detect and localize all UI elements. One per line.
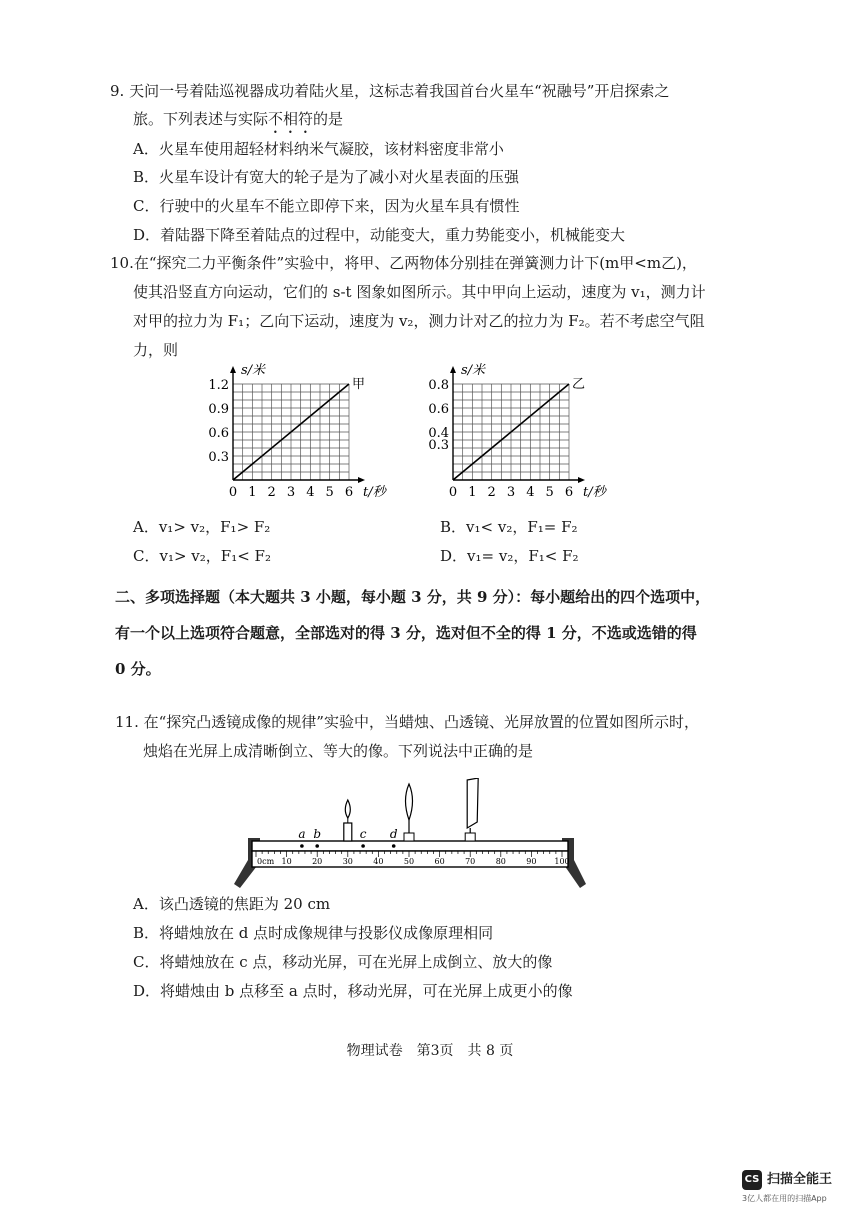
q9-stem-pre: 旅。下列表述与实际 <box>133 110 269 128</box>
yi-x-tick-label: 4 <box>526 485 535 500</box>
jia-x-tick-label: 5 <box>325 485 334 500</box>
bench-point-label: a <box>298 827 306 841</box>
q11-option-a: A．该凸透镜的焦距为 20 cm <box>133 895 331 913</box>
light-screen <box>467 778 478 828</box>
q10-stem-line3: 对甲的拉力为 F₁；乙向下运动，速度为 v₂，测力计对乙的拉力为 F₂。若不考虑空气阻 <box>133 312 705 330</box>
q10-stem-line1: 10.在“探究二力平衡条件”实验中，将甲、乙两物体分别挂在弹簧测力计下(m甲<m乙)， <box>110 254 697 272</box>
jia-y-tick-label: 0.6 <box>208 426 229 441</box>
jia-series-label: 甲 <box>352 377 366 392</box>
q9-option-d: D．着陆器下降至着陆点的过程中，动能变大，重力势能变小，机械能变大 <box>133 226 626 244</box>
jia-y-tick-label: 0.3 <box>208 450 229 465</box>
st-chart-yi <box>415 352 615 502</box>
q9-emphasis: 不相符 <box>268 110 314 128</box>
q11-option-c: C．将蜡烛放在 c 点，移动光屏，可在光屏上成倒立、放大的像 <box>133 953 553 971</box>
yi-x-tick-label: 0 <box>448 485 458 500</box>
yi-y-tick-label: 0.3 <box>428 438 449 453</box>
yi-x-tick-label: 5 <box>545 485 554 500</box>
bench-tick-label: 90 <box>526 857 537 866</box>
q10-stem-line2: 使其沿竖直方向运动，它们的 s-t 图象如图所示。其中甲向上运动，速度为 v₁，测力计 <box>133 283 706 301</box>
jia-y-tick-label: 0.9 <box>208 402 229 417</box>
yi-series-label: 乙 <box>572 377 586 392</box>
q11-option-b: B．将蜡烛放在 d 点时成像规律与投影仪成像原理相同 <box>133 924 494 942</box>
bench-tick-label: 30 <box>342 857 353 866</box>
camscanner-slogan: 3亿人都在用的扫描App <box>742 1194 827 1203</box>
yi-x-arrow-icon <box>578 477 585 483</box>
q9-option-a: A．火星车使用超轻材料纳米气凝胶，该材料密度非常小 <box>133 140 504 158</box>
camscanner-name: 扫描全能王 <box>767 1172 833 1187</box>
jia-x-tick-label: 3 <box>286 485 296 500</box>
candle-flame-icon <box>345 800 350 818</box>
bench-tick-label: 80 <box>495 857 506 866</box>
q9-option-c: C．行驶中的火星车不能立即停下来，因为火星车具有惯性 <box>133 197 520 215</box>
q10-option-b: B．v₁< v₂，F₁= F₂ <box>440 518 578 536</box>
q10-option-a: A．v₁> v₂，F₁> F₂ <box>133 518 271 536</box>
bench-tick-label: 20 <box>312 857 323 866</box>
yi-y-tick-label: 0.8 <box>428 378 449 393</box>
screen-base <box>465 833 475 841</box>
q11-stem-line2: 烛焰在光屏上成清晰倒立、等大的像。下列说法中正确的是 <box>143 742 534 760</box>
jia-x-tick-label: 1 <box>248 485 257 500</box>
yi-x-tick-label: 6 <box>564 485 574 500</box>
yi-y-tick-label: 0.6 <box>428 402 449 417</box>
bench-point-label: c <box>359 827 367 841</box>
jia-x-tick-label: 4 <box>306 485 315 500</box>
bench-tick-label: 60 <box>434 857 445 866</box>
bench-point-label: d <box>389 827 398 841</box>
q11-stem-line1: 11. 在“探究凸透镜成像的规律”实验中，当蜡烛、凸透镜、光屏放置的位置如图所示时， <box>115 713 699 731</box>
st-chart-jia <box>195 352 395 502</box>
page-footer: 物理试卷 第3页 共 8 页 <box>346 1043 514 1059</box>
bench-point-marker <box>300 844 304 848</box>
jia-y-arrow-icon <box>230 366 236 373</box>
optical-bench-diagram <box>230 778 590 890</box>
section2-line2: 有一个以上选项符合题意，全部选对的得 3 分，选对但不全的得 1 分，不选或选错的得 <box>115 624 697 642</box>
jia-y-axis-label: s/米 <box>241 363 266 378</box>
yi-x-tick-label: 3 <box>506 485 516 500</box>
q9-option-b: B．火星车设计有宽大的轮子是为了减小对火星表面的压强 <box>133 168 520 186</box>
yi-y-tick-label: 0.4 <box>428 426 449 441</box>
q10-option-d: D．v₁= v₂，F₁< F₂ <box>440 547 579 565</box>
yi-y-arrow-icon <box>450 366 456 373</box>
section2-line3: 0 分。 <box>115 660 161 678</box>
bench-tick-label: 70 <box>465 857 476 866</box>
q10-option-c: C．v₁> v₂，F₁< F₂ <box>133 547 271 565</box>
lens-base <box>404 833 414 841</box>
q9-stem-line2 <box>133 108 343 137</box>
yi-x-tick-label: 1 <box>468 485 477 500</box>
bench-point-marker <box>392 844 396 848</box>
q10-stem-line4: 力，则 <box>133 341 179 359</box>
bench-tick-label: 10 <box>281 857 292 866</box>
bench-point-marker <box>315 844 319 848</box>
yi-y-axis-label: s/米 <box>461 363 486 378</box>
jia-x-tick-label: 2 <box>267 485 276 500</box>
bench-point-label: b <box>313 827 322 841</box>
bench-top-rail <box>252 841 568 851</box>
jia-x-arrow-icon <box>358 477 365 483</box>
jia-x-tick-label: 6 <box>344 485 354 500</box>
camscanner-logo-icon: CS <box>742 1170 762 1190</box>
jia-x-tick-label: 0 <box>228 485 238 500</box>
jia-x-axis-label: t/秒 <box>363 485 386 500</box>
yi-x-axis-label: t/秒 <box>583 485 606 500</box>
bench-tick-label: 50 <box>403 857 415 866</box>
q9-stem-line1: 9. 天问一号着陆巡视器成功着陆火星，这标志着我国首台火星车“祝融号”开启探索之 <box>110 82 670 100</box>
bench-unit-label: 0cm <box>257 857 275 866</box>
bench-tick-label: 100 <box>554 857 570 866</box>
jia-y-tick-label: 1.2 <box>208 378 229 393</box>
section2-line1: 二、多项选择题（本大题共 3 小题，每小题 3 分，共 9 分）：每小题给出的四个选项中， <box>115 588 711 606</box>
yi-x-tick-label: 2 <box>487 485 496 500</box>
q9-stem-post: 的是 <box>313 110 344 128</box>
bench-point-marker <box>361 844 365 848</box>
convex-lens-icon <box>406 784 413 820</box>
q11-option-d: D．将蜡烛由 b 点移至 a 点时，移动光屏，可在光屏上成更小的像 <box>133 982 573 1000</box>
bench-tick-label: 40 <box>373 857 384 866</box>
candle-body <box>344 823 352 841</box>
